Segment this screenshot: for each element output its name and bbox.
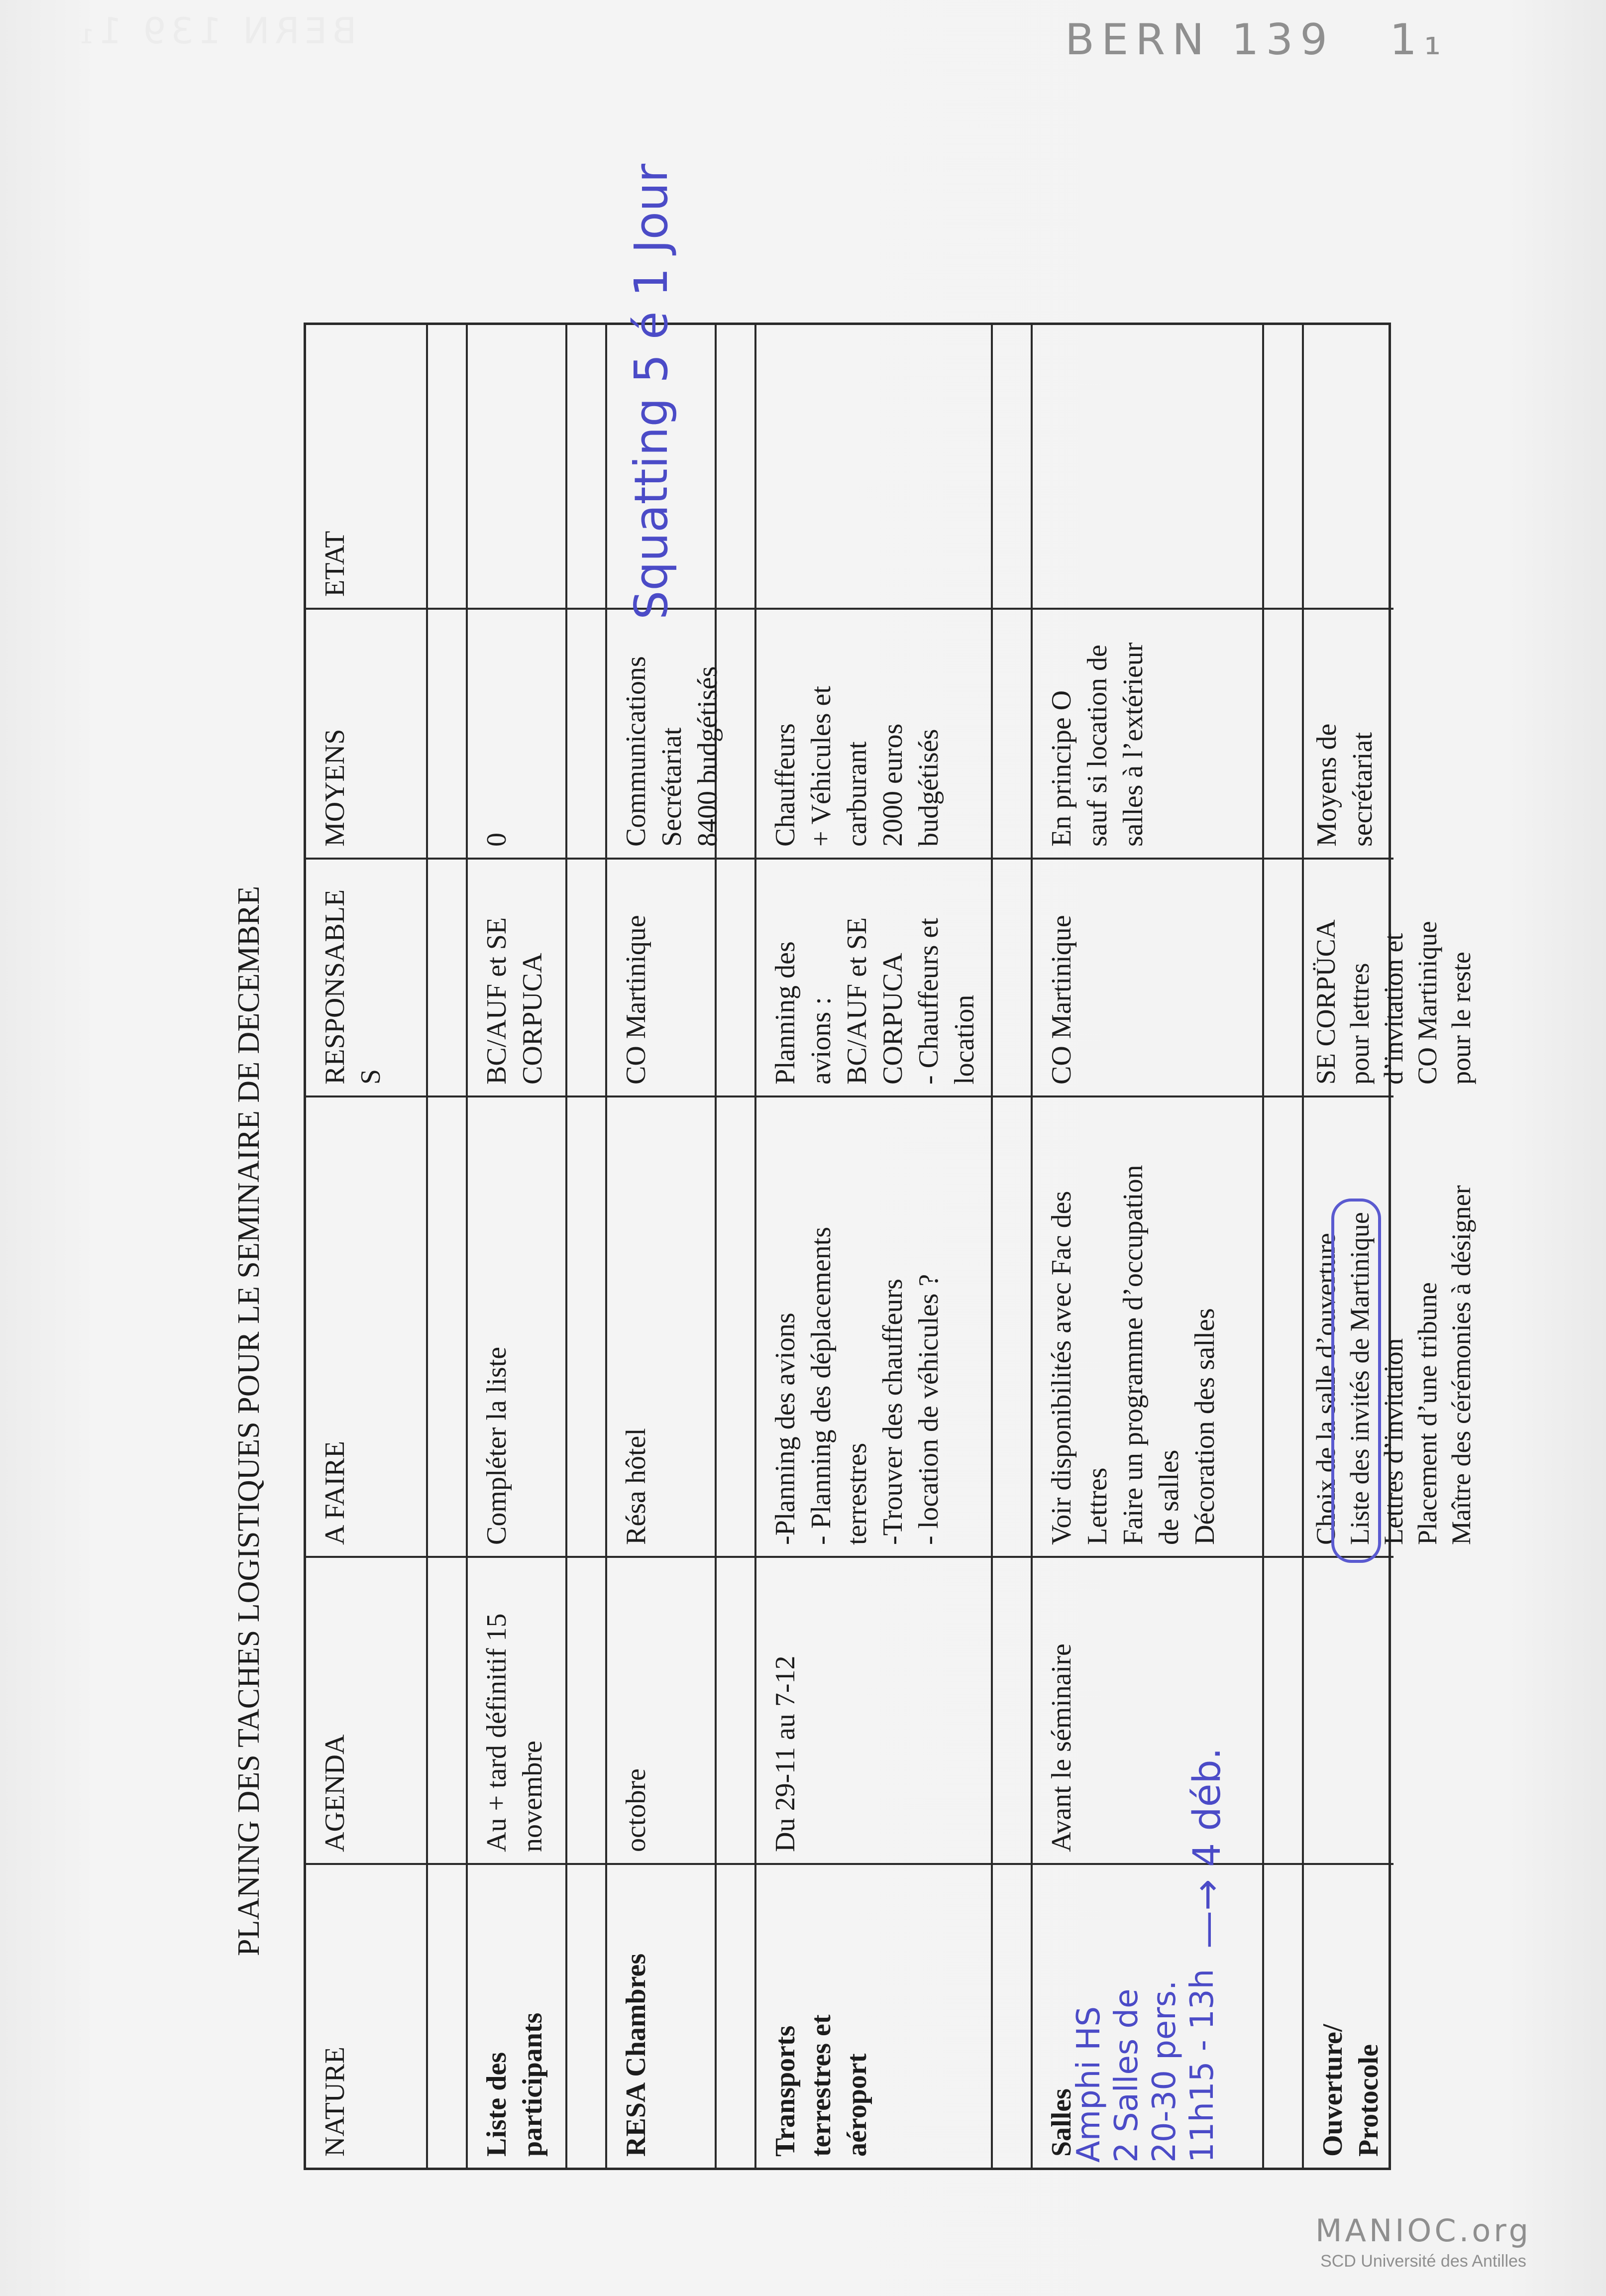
cell-moyens: Chauffeurs + Véhicules et carburant 2000 euros budgétisés [756,610,991,860]
manioc-watermark [1314,2212,1533,2271]
logistics-table [304,163,1476,2170]
cell-responsables: BC/AUF et SE CORPUCA [468,860,565,1097]
cell-responsables: SE CORPÜCA pour lettres d’invitation et CO Martinique pour le reste [1304,860,1393,1097]
document-title: PLANING DES TACHES LOGISTIQUES POUR LE SEMINAIRE DE DECEMBRE [232,885,266,1956]
archive-reference-stamp [1065,15,1448,65]
cell-agenda [1304,1558,1393,1865]
cell-moyens: 0 [468,610,565,860]
spacer-row [717,325,756,2168]
reference-code: BERN 139 [1065,15,1334,65]
cell-agenda: Avant le séminaire [1033,1558,1262,1865]
cell-etat [1033,320,1262,610]
spacer-row [993,325,1033,2168]
table-header-row [306,325,428,2168]
col-header-moyens: MOYENS [306,610,426,860]
col-header-nature: NATURE [320,2047,350,2157]
page-marker: 1₁ [1390,15,1448,65]
cell-moyens: Moyens de secrétariat [1304,610,1393,860]
table-row [468,325,567,2168]
bleed-through-text: BERN 139 1₁ [75,10,357,52]
table-row [1033,325,1264,2168]
handwritten-salles-note: Amphi HS 2 Salles de 20-30 pers. 11h15 - 13h [1071,1968,1221,2163]
cell-etat [1304,320,1393,610]
col-header-etat: ETAT [306,320,426,610]
col-header-responsables: RESPONSABLE S [306,860,426,1097]
cell-a-faire: Voir disponibilités avec Fac des Lettres Faire un programme d’occupation de salles Décoration des salles [1033,1097,1262,1558]
cell-a-faire: Résa hôtel [607,1097,715,1558]
cell-a-faire: Choix de la salle d’ouverture Liste des invités de Martinique Lettres d’invitation Placement d’une tribune Maître des cérémonies à désigner [1304,1097,1393,1558]
spacer-row [428,325,468,2168]
cell-nature: Liste des participants [481,2012,548,2157]
col-header-a-faire: A FAIRE [306,1097,426,1558]
cell-etat [756,320,991,610]
cell-moyens: Communications Secrétariat 8400 budgétisés [607,610,715,860]
col-header-agenda: AGENDA [306,1558,426,1865]
cell-nature: Salles [1046,2088,1077,2157]
cell-nature: Transports terrestres et aéroport [770,2014,872,2157]
rotated-document [229,90,1476,2170]
cell-agenda: Du 29-11 au 7-12 [756,1558,991,1865]
cell-moyens: En principe O sauf si location de salles à l’extérieur [1033,610,1262,860]
cell-responsables: Planning des avions : BC/AUF et SE CORPUCA - Chauffeurs et location [756,860,991,1097]
cell-a-faire: -Planning des avions - Planning des déplacements terrestres -Trouver des chauffeurs - location de véhicules ? [756,1097,991,1558]
handwritten-circle [1331,1199,1381,1563]
manioc-subtitle: SCD Université des Antilles [1320,2252,1526,2271]
table-row [756,325,993,2168]
cell-nature: Ouverture/ Protocole [1317,2024,1384,2157]
handwritten-etat-note: Squatting 5 é 1 Jour [625,163,678,620]
cell-responsables: CO Martinique [1033,860,1262,1097]
cell-responsables: CO Martinique [607,860,715,1097]
cell-nature: RESA Chambres [621,1953,651,2157]
manioc-logo: MANIOC.org [1315,2212,1532,2249]
spacer-row [1264,325,1304,2168]
handwritten-salles-arrow: —→ 4 déb. [1184,1748,1229,1949]
cell-agenda: octobre [607,1558,715,1865]
spacer-row [567,325,607,2168]
cell-a-faire: Compléter la liste [468,1097,565,1558]
cell-etat [468,320,565,610]
cell-agenda: Au + tard définitif 15 novembre [468,1558,565,1865]
